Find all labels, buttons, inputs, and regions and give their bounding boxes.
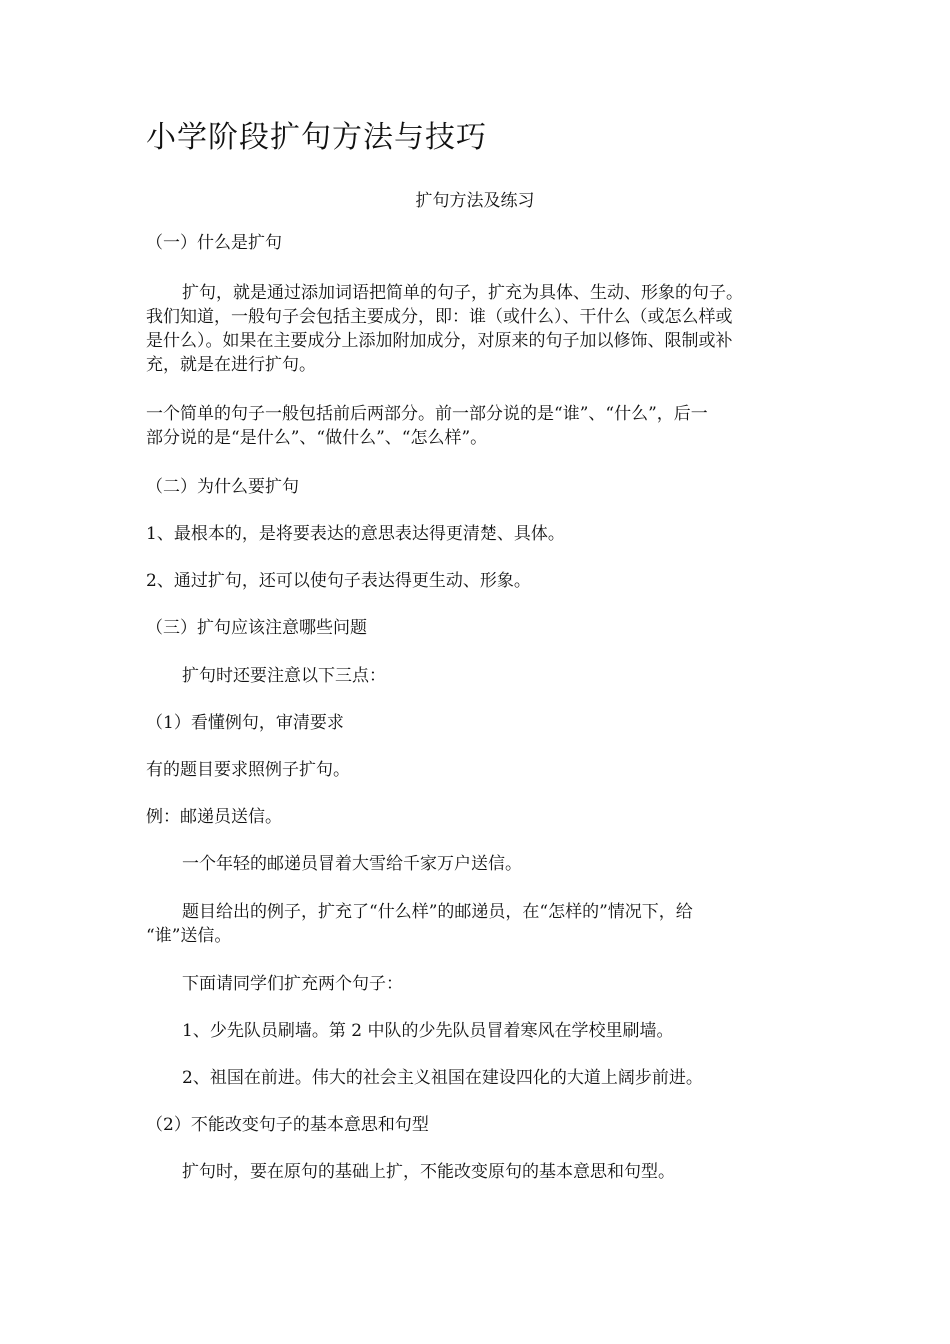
section2-item1: 1、最根本的，是将要表达的意思表达得更清楚、具体。: [146, 524, 565, 544]
section1-para1-line3: 是什么）。如果在主要成分上添加附加成分，对原来的句子加以修饰、限制或补: [146, 331, 733, 351]
point1-text: 有的题目要求照例子扩句。: [146, 760, 350, 780]
point2-heading: （2）不能改变句子的基本意思和句型: [146, 1115, 429, 1135]
explain-line1: 题目给出的例子，扩充了“什么样”的邮递员，在“怎样的”情况下，给: [182, 902, 693, 922]
section3-intro: 扩句时还要注意以下三点：: [182, 666, 386, 686]
section1-para1-line2: 我们知道，一般句子会包括主要成分，即：谁（或什么）、干什么（或怎么样或: [146, 307, 733, 327]
explain-line2: “谁”送信。: [146, 926, 232, 946]
practice-intro: 下面请同学们扩充两个句子：: [182, 974, 403, 994]
section2-item2: 2、通过扩句，还可以使句子表达得更生动、形象。: [146, 571, 531, 591]
practice-item2: 2、祖国在前进。伟大的社会主义祖国在建设四化的大道上阔步前进。: [182, 1068, 703, 1088]
point1-heading: （1）看懂例句，审清要求: [146, 713, 344, 733]
example-label: 例：邮递员送信。: [146, 807, 282, 827]
section1-para1-line4: 充，就是在进行扩句。: [146, 355, 316, 375]
section1-heading: （一）什么是扩句: [146, 233, 282, 253]
section1-para1-line1: 扩句，就是通过添加词语把简单的句子，扩充为具体、生动、形象的句子。: [182, 283, 743, 303]
practice-item1: 1、少先队员刷墙。第 2 中队的少先队员冒着寒风在学校里刷墙。: [182, 1021, 674, 1041]
section3-heading: （三）扩句应该注意哪些问题: [146, 618, 367, 638]
section2-heading: （二）为什么要扩句: [146, 477, 299, 497]
section1-para2-line2: 部分说的是“是什么”、“做什么”、“怎么样”。: [146, 428, 488, 448]
document-title: 小学阶段扩句方法与技巧: [146, 120, 487, 155]
example-expanded: 一个年轻的邮递员冒着大雪给千家万户送信。: [182, 854, 522, 874]
document-subtitle: 扩句方法及练习: [415, 191, 535, 211]
point2-text: 扩句时，要在原句的基础上扩，不能改变原句的基本意思和句型。: [182, 1162, 675, 1182]
section1-para2-line1: 一个简单的句子一般包括前后两部分。前一部分说的是“谁”、“什么”，后一: [146, 404, 708, 424]
